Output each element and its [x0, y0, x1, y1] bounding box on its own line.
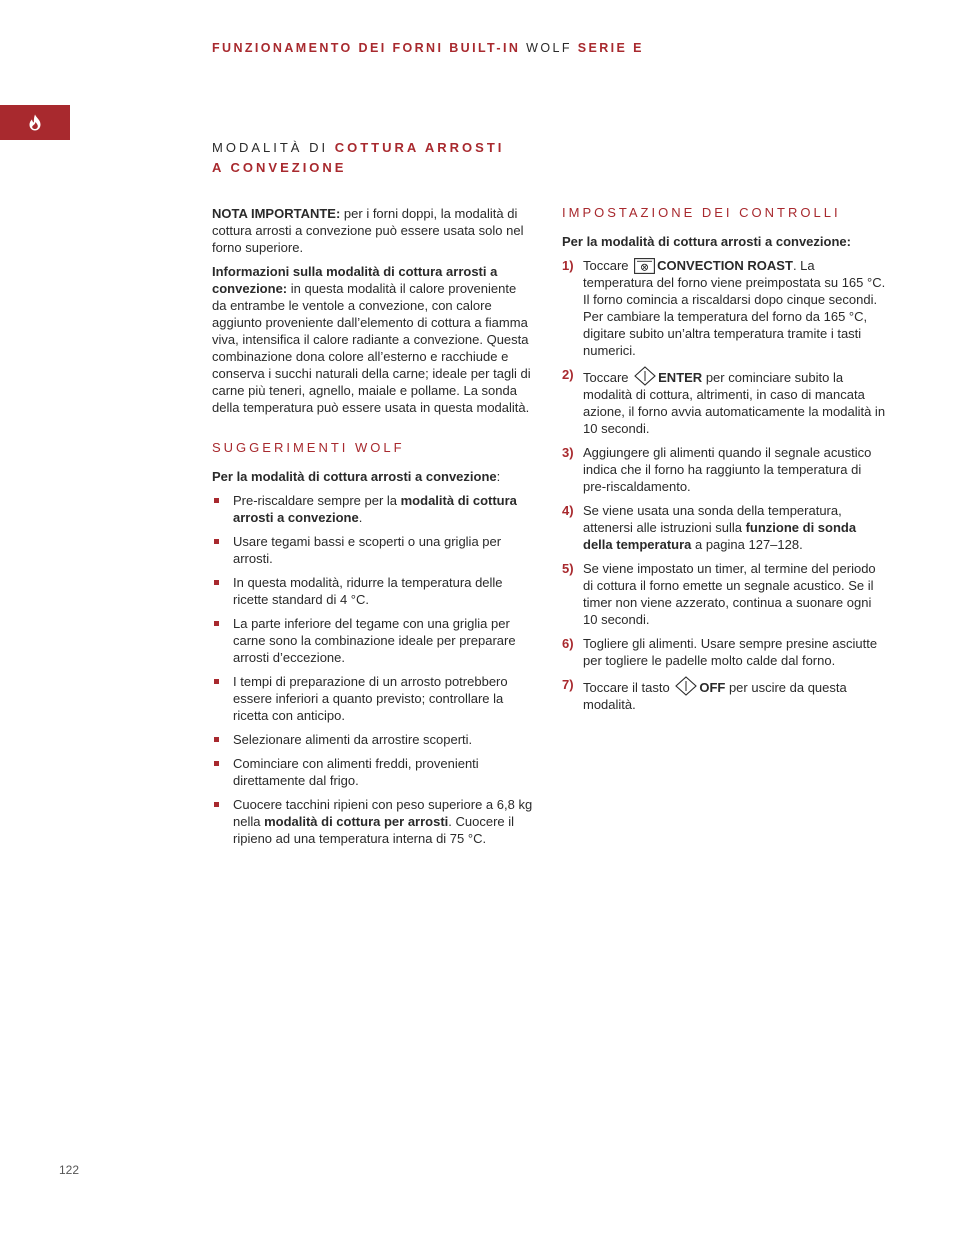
mode-info [212, 263, 534, 416]
note-text: per i forni doppi, la modalità di cottura arrosti a convezione può essere usata solo nel forno superiore. [212, 206, 524, 255]
off-key-icon [675, 676, 697, 696]
list-item [212, 492, 534, 526]
tip-bold: modalità di cottura arrosti a convezione [233, 493, 517, 525]
controls-heading: IMPOSTAZIONE DEI CONTROLLI [562, 205, 841, 220]
tip-text-after: . [358, 510, 363, 525]
step-text: Toccare [583, 258, 633, 273]
tip-text: Selezionare alimenti da arrostire scoperti. [233, 732, 473, 747]
tip-text: Cuocere tacchini ripieni con peso superiore a 6,8 kg nella [233, 797, 533, 829]
controls-intro-text: Per la modalità di cottura arrosti a convezione: [562, 234, 851, 249]
list-item [562, 366, 887, 437]
info-label: Informazioni sulla modalità di cottura arrosti a convezione: [212, 264, 498, 296]
list-item [562, 257, 887, 359]
list-item [212, 574, 534, 608]
flame-icon [28, 114, 42, 131]
convection-roast-icon [634, 258, 655, 274]
title-prefix: MODALITÀ DI [212, 140, 329, 155]
step-text-after: per uscire da questa modalità. [583, 680, 847, 712]
chapter-tab [0, 105, 70, 140]
tips-intro-colon: : [496, 469, 501, 484]
step-text: Se viene usata una sonda della temperatura, attenersi alle istruzioni sulla [583, 503, 842, 535]
header-brand: WOLF [526, 41, 572, 55]
list-item [562, 502, 887, 553]
tip-text-after: . Cuocere il ripieno ad una temperatura interna di 75 °C. [233, 814, 515, 846]
list-item [212, 533, 534, 567]
step-text-after: per cominciare subito la modalità di cottura, altrimenti, in caso di mancata azione, il forno avvia automaticamente la modalità in 10 secondi. [583, 370, 886, 436]
step-number: 4) [562, 503, 574, 518]
list-item [562, 635, 887, 669]
page-number: 122 [59, 1163, 80, 1177]
tip-bold: modalità di cottura per arrosti [264, 814, 449, 829]
left-column [212, 205, 534, 854]
step-text-after: a pagina 127–128. [691, 537, 803, 552]
list-item [562, 676, 887, 713]
tip-text: Usare tegami bassi e scoperti o una griglia per arrosti. [233, 534, 502, 566]
tip-text: Cominciare con alimenti freddi, provenienti direttamente dal frigo. [233, 756, 479, 788]
tips-heading: SUGGERIMENTI WOLF [212, 440, 405, 455]
enter-key-icon [634, 366, 656, 386]
step-number: 3) [562, 445, 574, 460]
step-text: Se viene impostato un timer, al termine del periodo di cottura il forno emette un segnale acustico. Se il timer non viene azzerato, continua a suonare ogni 10 secondi. [583, 561, 876, 627]
step-text-after: . La temperatura del forno viene preimpostata su 165 °C. Il forno comincia a riscaldarsi dopo cinque secondi. Per cambiare la temperatura del forno da 165 °C, digitare subito un’altra temperatura tramite i tasti numerici. [583, 258, 886, 358]
step-text: Togliere gli alimenti. Usare sempre presine asciutte per togliere le padelle molto calde dal forno. [583, 636, 878, 668]
step-bold: ENTER [658, 370, 703, 385]
tip-text: La parte inferiore del tegame con una griglia per carne sono la combinazione ideale per preparare arrosti d’eccezione. [233, 616, 516, 665]
info-text: in questa modalità il calore proveniente da entrambe le ventole a convezione, con calore aggiunto proveniente dall’elemento di cottura a fiamma viva, intensifica il calore radiante a convezione. Questa combinazione dona colore all’esterno e racchiude e conserva i succhi naturali della carne; ideale per tagli di carne più teneri, agnello, maiale e pollame. La sonda della temperatura può essere usata in questa modalità. [212, 281, 531, 415]
list-item [212, 615, 534, 666]
header-series: SERIE E [577, 41, 644, 55]
step-number: 2) [562, 367, 574, 382]
note-label: NOTA IMPORTANTE: [212, 206, 341, 221]
tip-text: In questa modalità, ridurre la temperatura delle ricette standard di 4 °C. [233, 575, 503, 607]
tips-intro-text: Per la modalità di cottura arrosti a convezione [212, 469, 497, 484]
list-item [562, 560, 887, 628]
list-item [212, 796, 534, 847]
list-item [562, 444, 887, 495]
step-number: 1) [562, 258, 574, 273]
header-section: FUNZIONAMENTO DEI FORNI BUILT-IN [212, 41, 521, 55]
step-text: Aggiungere gli alimenti quando il segnale acustico indica che il forno ha raggiunto la temperatura di pre-riscaldamento. [583, 445, 872, 494]
running-header [212, 40, 644, 56]
list-item [212, 731, 534, 748]
right-column [562, 204, 887, 720]
step-bold: OFF [699, 680, 726, 695]
step-text: Toccare il tasto [583, 680, 674, 695]
list-item [212, 755, 534, 789]
title-line2: A CONVEZIONE [212, 160, 347, 175]
list-item [212, 673, 534, 724]
tips-list [212, 492, 534, 847]
page-title [212, 138, 504, 178]
tips-intro [212, 468, 534, 485]
step-number: 7) [562, 677, 574, 692]
important-note [212, 205, 534, 256]
steps-list [562, 257, 887, 713]
step-number: 5) [562, 561, 574, 576]
tip-text: Pre-riscaldare sempre per la [233, 493, 401, 508]
step-bold: funzione di sonda della temperatura [583, 520, 857, 552]
title-line1: COTTURA ARROSTI [334, 140, 505, 155]
step-number: 6) [562, 636, 574, 651]
tip-text: I tempi di preparazione di un arrosto potrebbero essere inferiori a quanto previsto; controllare la ricetta con anticipo. [233, 674, 508, 723]
controls-intro [562, 233, 887, 250]
step-text: Toccare [583, 370, 633, 385]
step-bold: CONVECTION ROAST [657, 258, 793, 273]
